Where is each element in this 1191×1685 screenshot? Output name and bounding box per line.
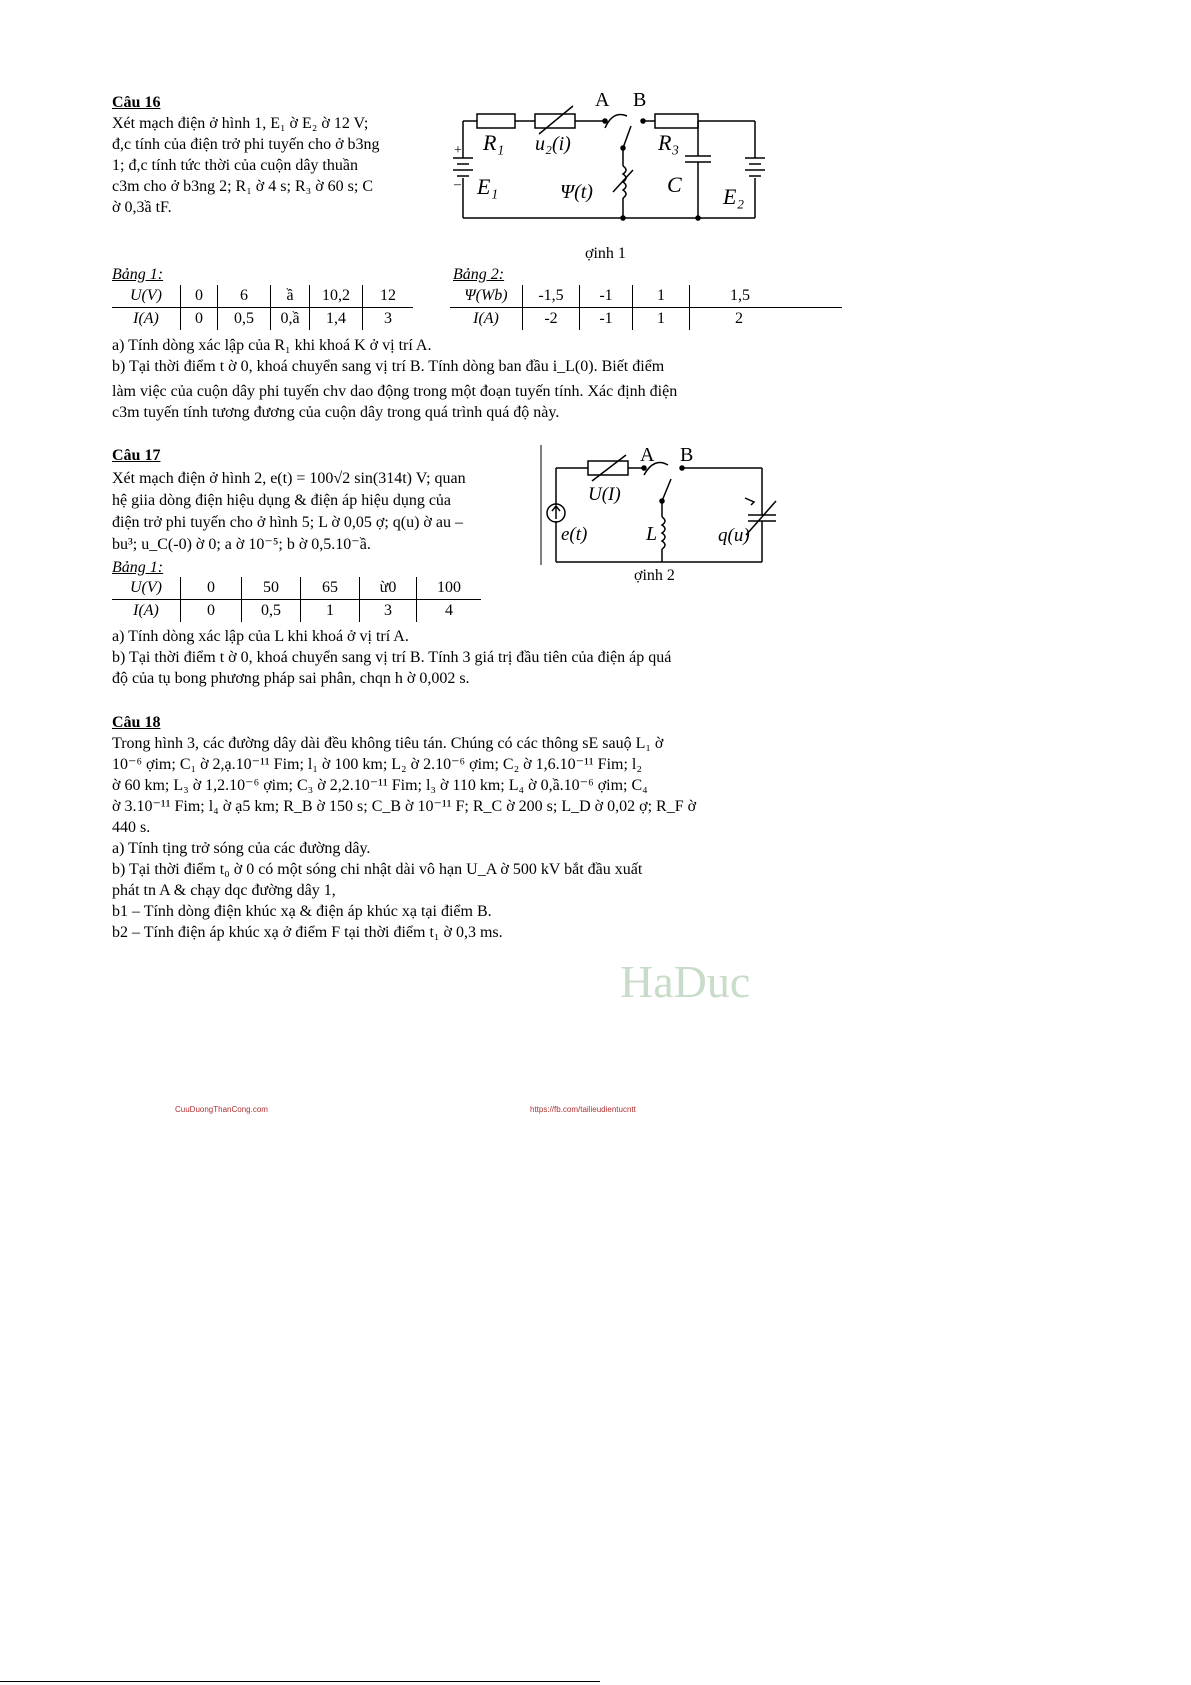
fig2-label-l: L <box>646 523 658 545</box>
nonlinear-inductor <box>623 166 626 198</box>
q16-table2 <box>450 285 842 330</box>
table-cell: 3 <box>363 308 414 331</box>
table-cell: 0,5 <box>242 600 301 623</box>
circuit-figure-1 <box>455 88 785 223</box>
q16-line-5: ờ 0,3ầ tF. <box>112 199 172 216</box>
q18-line-3: ờ 60 km; L₃ ờ 1,2.10⁻⁶ ợim; C₃ ờ 2,2.10⁻¹¹ Fim; l₃ ờ 110 km; L₄ ờ 0,ầ.10⁻⁶ ợim; C₄ <box>112 777 648 794</box>
q17-title: Câu 17 <box>112 447 161 464</box>
fig1-label-psi: Ψ(t) <box>560 181 593 203</box>
fig1-label-a: A <box>595 89 610 111</box>
q17-table1-label: Bảng 1: <box>112 559 164 576</box>
fig1-plus: + <box>454 143 462 158</box>
table-cell: 0 <box>181 600 242 623</box>
circuit-figure-2 <box>540 445 780 570</box>
fig1-label-b: B <box>633 89 647 111</box>
table-cell: 100 <box>417 577 482 600</box>
footer-right: https://fb.com/tailieudientucntt <box>530 1105 636 1114</box>
table-row <box>450 308 842 331</box>
q17-table1 <box>112 577 481 622</box>
table-cell: -1,5 <box>523 285 580 308</box>
fig1-label-r3: R₃ <box>658 130 680 155</box>
q16-line-3: 1; đ,c tính tức thời của cuộn dây thuần <box>112 157 358 174</box>
q16-table1-label: Bảng 1: <box>112 266 164 283</box>
q18-title: Câu 18 <box>112 714 161 731</box>
fig1-label-r1: R₁ <box>483 130 505 155</box>
table-cell: 0,5 <box>218 308 271 331</box>
table-cell: I(A) <box>473 310 499 327</box>
q18-line-5: 440 s. <box>112 819 151 836</box>
table-cell: 1 <box>633 285 690 308</box>
table-cell: 4 <box>417 600 482 623</box>
table-row <box>112 600 481 623</box>
table-cell: 0 <box>181 285 218 308</box>
fig2-label-a: A <box>640 444 655 466</box>
table-cell: 2 <box>690 308 843 331</box>
q17-after-2: b) Tại thời điểm t ờ 0, khoá chuyển sang vị trí B. Tính 3 giá trị đầu tiên của điện áp quá <box>112 649 672 666</box>
fig1-label-e2: E₂ <box>723 184 745 209</box>
table-cell: -1 <box>580 308 633 331</box>
fig1-caption: ợinh 1 <box>585 245 626 262</box>
table-cell: ừ0 <box>360 577 417 600</box>
q17-after-1: a) Tính dòng xác lập của L khi khoá ở vị trí A. <box>112 628 409 645</box>
q16-after-2: b) Tại thời điểm t ờ 0, khoá chuyển sang vị trí B. Tính dòng ban đầu i_L(0). Biết điểm <box>112 358 665 375</box>
resistor-r3 <box>655 114 698 128</box>
q17-line-2: hệ giia dòng điện hiệu dụng & điện áp hiệu dụng của <box>112 492 452 509</box>
q17-line-1: Xét mạch điện ở hình 2, e(t) = 100√2 sin(314t) V; quan <box>112 470 466 487</box>
q18-line-9: b1 – Tính dòng điện khúc xạ & điện áp khúc xạ tại điểm B. <box>112 903 492 920</box>
fig1-label-c: C <box>667 172 682 197</box>
table-cell: 6 <box>218 285 271 308</box>
table-cell: I(A) <box>133 310 159 327</box>
fig2-label-u: U(I) <box>588 484 621 505</box>
q18-line-2: 10⁻⁶ ợim; C₁ ờ 2,ạ.10⁻¹¹ Fim; l₁ ờ 100 km; L₂ ờ 2.10⁻⁶ ợim; C₂ ờ 1,6.10⁻¹¹ Fim; l₂ <box>112 756 642 773</box>
table-row <box>112 285 413 308</box>
q18-line-10: b2 – Tính điện áp khúc xạ ở điểm F tại thời điểm t₁ ờ 0,3 ms. <box>112 924 503 941</box>
q16-line-1: Xét mạch điện ở hình 1, E₁ ờ E₂ ờ 12 V; <box>112 115 369 132</box>
q16-after-4: c3m tuyến tính tương đương của cuộn dây trong quá trình quá độ này. <box>112 404 560 421</box>
table-row <box>450 285 842 308</box>
table-cell: -2 <box>523 308 580 331</box>
fig1-label-e1: E₁ <box>477 174 499 199</box>
table-cell: -1 <box>580 285 633 308</box>
fig2-label-e: e(t) <box>561 524 588 545</box>
q16-line-4: c3m cho ở b3ng 2; R₁ ờ 4 s; R₃ ờ 60 s; C <box>112 178 373 195</box>
table-cell: U(V) <box>112 577 181 600</box>
table-cell: 1,4 <box>310 308 363 331</box>
table-cell: 10,2 <box>310 285 363 308</box>
table-cell: ầ <box>271 285 310 308</box>
q18-line-8: phát tn A & chạy dqc đường dây 1, <box>112 882 336 899</box>
q18-line-7: b) Tại thời điểm t₀ ờ 0 có một sóng chi nhật dài vô hạn U_A ờ 500 kV bắt đầu xuất <box>112 861 643 878</box>
table-cell: 3 <box>360 600 417 623</box>
q16-title: Câu 16 <box>112 94 161 111</box>
fig2-label-b: B <box>680 444 694 466</box>
q16-table1 <box>112 285 413 330</box>
q17-after-3: độ của tụ bong phương pháp sai phân, chqn h ờ 0,002 s. <box>112 670 470 687</box>
table-row <box>112 577 481 600</box>
q18-line-6: a) Tính tịng trở sóng của các đường dây. <box>112 840 371 857</box>
table-cell: 50 <box>242 577 301 600</box>
bottom-rule <box>0 1681 600 1682</box>
table-cell: I(A) <box>133 602 159 619</box>
fig2-caption: ợinh 2 <box>634 567 675 584</box>
q17-line-4: bu³; u_C(-0) ờ 0; a ờ 10⁻⁵; b ờ 0,5.10⁻ầ. <box>112 536 371 553</box>
table-cell: 0,ầ <box>271 308 310 331</box>
q17-line-3: điện trở phi tuyến cho ở hình 5; L ờ 0,05 ợ; q(u) ờ au – <box>112 514 463 531</box>
table-cell: 0 <box>181 308 218 331</box>
table-cell: 1,5 <box>690 285 843 308</box>
table-cell: 0 <box>181 577 242 600</box>
table-cell: 1 <box>633 308 690 331</box>
resistor-r1 <box>477 114 515 128</box>
fig1-minus: – <box>454 177 461 192</box>
table-cell: 65 <box>301 577 360 600</box>
q18-line-1: Trong hình 3, các đường dây dài đều không tiêu tán. Chúng có các thông sE sauộ L₁ ờ <box>112 735 664 752</box>
q16-after-1: a) Tính dòng xác lập của R₁ khi khoá K ở vị trí A. <box>112 337 432 354</box>
fig1-label-u2: u₂(i) <box>535 133 571 155</box>
q16-after-3: làm việc của cuộn dây phi tuyến chv dao động trong một đoạn tuyến tính. Xác định điện <box>112 383 678 400</box>
footer-left: CuuDuongThanCong.com <box>175 1105 268 1114</box>
table-row <box>112 308 413 331</box>
table-cell: Ψ(Wb) <box>450 285 523 308</box>
table-cell: 12 <box>363 285 414 308</box>
q18-line-4: ờ 3.10⁻¹¹ Fim; l₄ ờ ạ5 km; R_B ờ 150 s; C_B ờ 10⁻¹¹ F; R_C ờ 200 s; L_D ờ 0,02 ợ; R_F ờ <box>112 798 697 815</box>
inductor-l <box>662 517 665 549</box>
watermark: HaDuc <box>620 956 751 1007</box>
table-cell: U(V) <box>112 285 181 308</box>
q16-table2-label: Bảng 2: <box>453 266 505 283</box>
q16-line-2: đ,c tính của điện trở phi tuyến cho ở b3ng <box>112 136 380 153</box>
fig2-label-q: q(u) <box>718 525 750 546</box>
table-cell: 1 <box>301 600 360 623</box>
